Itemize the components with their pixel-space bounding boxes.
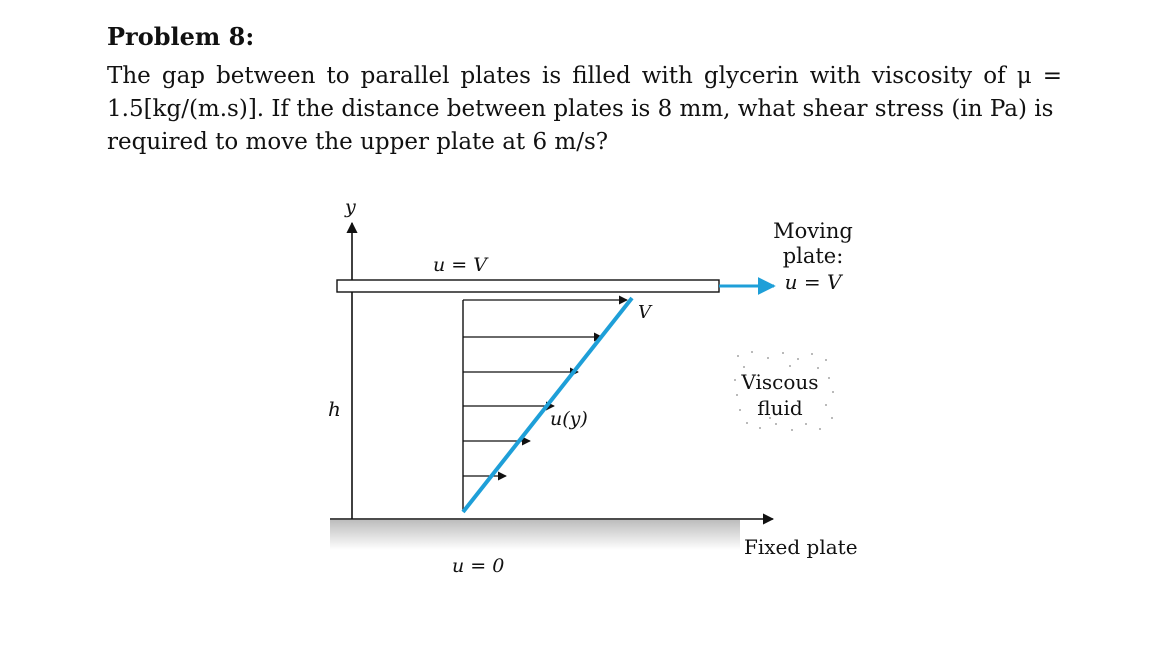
y-axis-label: y	[345, 196, 356, 218]
moving-plate-caption-2: plate:	[782, 244, 844, 268]
velocity-profile-line	[463, 298, 632, 512]
h-label: h	[328, 397, 341, 421]
problem-heading: Problem 8:	[107, 22, 255, 51]
moving-plate-caption-1: Moving	[773, 219, 853, 243]
fixed-plate	[330, 520, 740, 550]
top-velocity-label: u = V	[433, 254, 487, 276]
viscous-fluid-caption-2: fluid	[757, 396, 803, 420]
bottom-velocity-label: u = 0	[452, 555, 505, 577]
problem-line-1: The gap between to parallel plates is filled with glycerin with viscosity of μ =	[107, 63, 1062, 89]
moving-plate-caption-3: u = V	[784, 270, 842, 294]
tip-velocity-label: V	[638, 302, 651, 323]
viscous-fluid-caption-1: Viscous	[741, 370, 819, 394]
fixed-plate-caption: Fixed plate	[744, 535, 858, 559]
profile-label: u(y)	[550, 408, 588, 430]
problem-line-3: required to move the upper plate at 6 m/s?	[107, 129, 609, 155]
problem-line-2: 1.5[kg/(m.s)]. If the distance between plates is 8 mm, what shear stress (in Pa) is	[107, 96, 1054, 122]
moving-plate	[337, 280, 719, 292]
